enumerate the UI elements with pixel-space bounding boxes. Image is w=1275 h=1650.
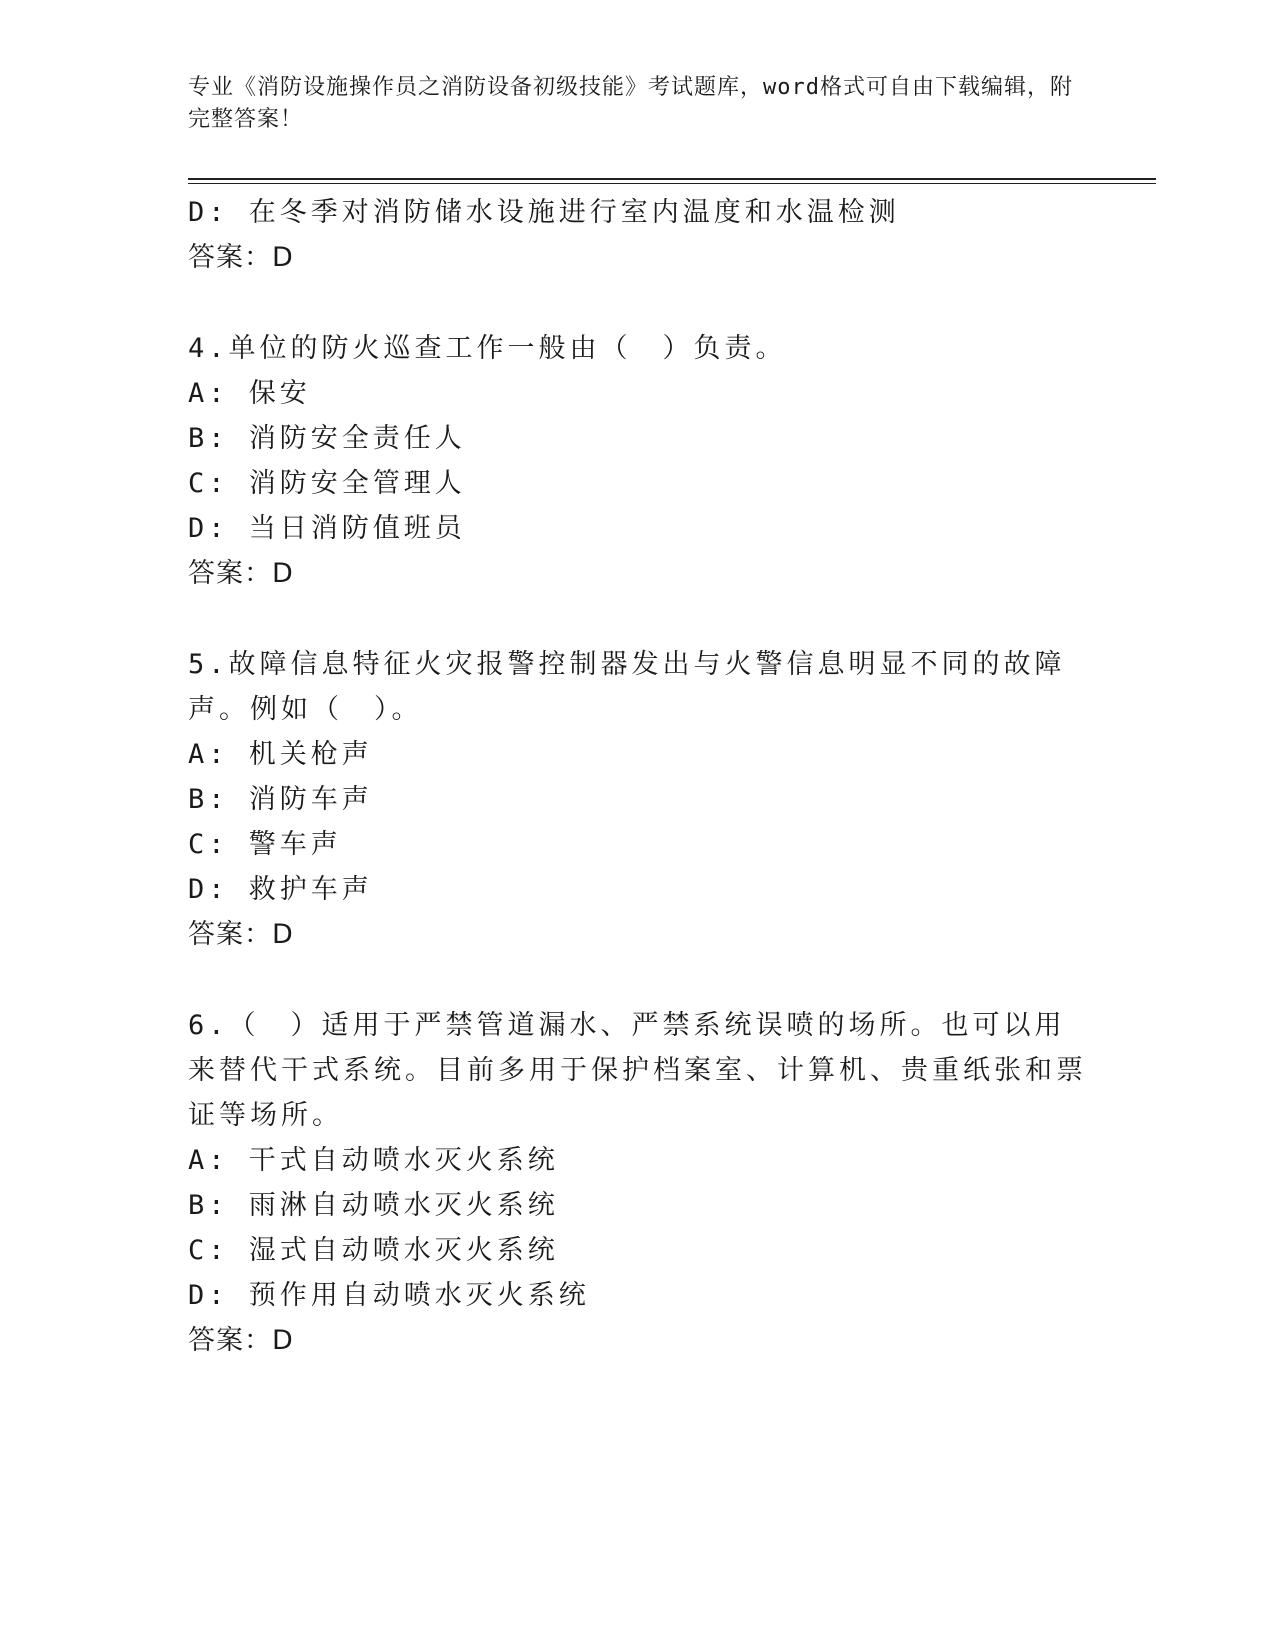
answer: 答案：D <box>188 1325 294 1356</box>
question-stem: 4.单位的防火巡查工作一般由（ ）负责。 <box>188 333 787 364</box>
question-stem: 6.（ ）适用于严禁管道漏水、严禁系统误喷的场所。也可以用来替代干式系统。目前多用于保护档案室、计算机、贵重纸张和票证等场所。 <box>188 1010 1087 1131</box>
option-a: A: 机关枪声 <box>188 739 373 770</box>
option-a: A: 保安 <box>188 378 311 409</box>
option-d: D: 预作用自动喷水灭火系统 <box>188 1280 590 1311</box>
document-header: 专业《消防设施操作员之消防设备初级技能》考试题库，word格式可自由下载编辑，附完整答案！ <box>188 75 1073 132</box>
option-b: B: 消防安全责任人 <box>188 423 466 454</box>
header-divider <box>188 178 1156 180</box>
previous-option-d: D: 在冬季对消防储水设施进行室内温度和水温检测 <box>188 197 900 228</box>
question-content <box>188 190 1088 1364</box>
spacer <box>188 281 1088 326</box>
question-stem: 5.故障信息特征火灾报警控制器发出与火警信息明显不同的故障声。例如（ ）。 <box>188 649 1066 725</box>
option-c: C: 警车声 <box>188 829 342 860</box>
option-a: A: 干式自动喷水灭火系统 <box>188 1145 559 1176</box>
option-c: C: 湿式自动喷水灭火系统 <box>188 1235 559 1266</box>
question-4 <box>188 326 1088 597</box>
option-c: C: 消防安全管理人 <box>188 468 466 499</box>
question-5 <box>188 642 1088 958</box>
answer: 答案：D <box>188 558 294 589</box>
option-b: B: 消防车声 <box>188 784 373 815</box>
answer: 答案：D <box>188 919 294 950</box>
option-b: B: 雨淋自动喷水灭火系统 <box>188 1190 559 1221</box>
question-6 <box>188 1003 1088 1364</box>
option-d: D: 当日消防值班员 <box>188 513 466 544</box>
option-d: D: 救护车声 <box>188 874 373 905</box>
spacer <box>188 597 1088 642</box>
header-divider-thin <box>188 183 1156 184</box>
previous-answer: 答案：D <box>188 242 294 273</box>
spacer <box>188 958 1088 1003</box>
